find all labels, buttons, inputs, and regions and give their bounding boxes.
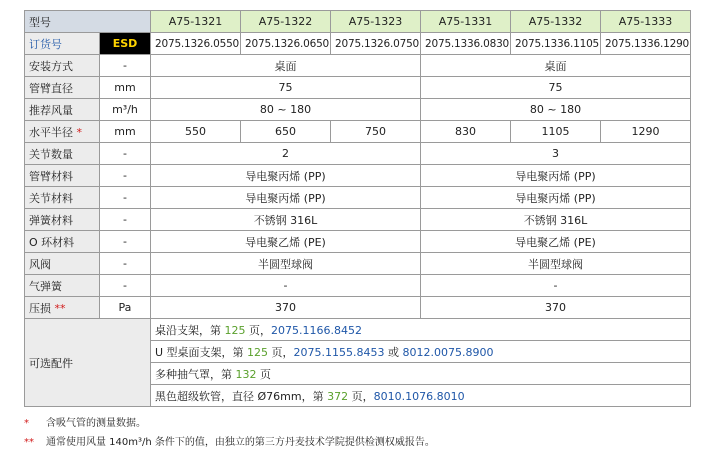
order-number: 8012.0075.8900	[402, 345, 494, 359]
order-code: 2075.1336.1105	[511, 33, 601, 55]
value-cell: 650	[241, 121, 331, 143]
footnote-mark: **	[54, 301, 66, 315]
order-code: 2075.1326.0750	[331, 33, 421, 55]
unit-cell: mm	[100, 77, 151, 99]
value-cell: 1290	[601, 121, 691, 143]
valve-row	[25, 253, 691, 275]
value-cell: 导电聚丙烯 (PP)	[151, 187, 421, 209]
unit-cell: Pa	[100, 297, 151, 319]
tube-material-row	[25, 165, 691, 187]
row-label-text: 水平半径	[29, 125, 73, 139]
value-cell: 桌面	[151, 55, 421, 77]
value-cell: 75	[151, 77, 421, 99]
airflow-row	[25, 99, 691, 121]
value-cell: 830	[421, 121, 511, 143]
option-item	[151, 363, 691, 385]
gas-spring-row	[25, 275, 691, 297]
spec-table	[24, 10, 691, 407]
footnote-mark: *	[24, 418, 29, 429]
order-code: 2075.1326.0550	[151, 33, 241, 55]
value-cell: 不锈钢 316L	[151, 209, 421, 231]
option-text: 页，	[268, 345, 294, 359]
value-cell: -	[421, 275, 691, 297]
option-text: 桌沿支架，第	[155, 323, 225, 337]
value-cell: 半圆型球阀	[151, 253, 421, 275]
footnote-mark: *	[76, 125, 82, 139]
option-text: 页	[256, 367, 271, 381]
value-cell: 80 ~ 180	[151, 99, 421, 121]
oring-material-row	[25, 231, 691, 253]
footnote-text: 含吸气管的测量数据。	[46, 418, 146, 429]
order-code: 2075.1336.1290	[601, 33, 691, 55]
value-cell: 370	[421, 297, 691, 319]
value-cell: 导电聚乙烯 (PE)	[421, 231, 691, 253]
model-cell: A75-1332	[511, 11, 601, 33]
mount-row	[25, 55, 691, 77]
value-cell: 750	[331, 121, 421, 143]
order-number: 2075.1155.8453	[293, 345, 385, 359]
row-label: 弹簧材料	[25, 209, 100, 231]
unit-cell: -	[100, 209, 151, 231]
value-cell: 75	[421, 77, 691, 99]
footnote-text: 通常使用风量 140m³/h 条件下的值，由独立的第三方丹麦技术学院提供检测权威报告。	[46, 437, 435, 448]
joint-material-row	[25, 187, 691, 209]
value-cell: 半圆型球阀	[421, 253, 691, 275]
unit-cell: -	[100, 231, 151, 253]
radius-row	[25, 121, 691, 143]
row-label: 推荐风量	[25, 99, 100, 121]
option-item	[151, 341, 691, 363]
footnote	[24, 433, 435, 452]
unit-cell: mm	[100, 121, 151, 143]
value-cell: 370	[151, 297, 421, 319]
value-cell: 550	[151, 121, 241, 143]
order-row	[25, 33, 691, 55]
option-item	[151, 385, 691, 407]
footnote	[24, 414, 435, 433]
row-label: 风阀	[25, 253, 100, 275]
options-row	[25, 319, 691, 341]
page-number: 125	[247, 345, 269, 359]
model-label: 型号	[25, 11, 151, 33]
spring-material-row	[25, 209, 691, 231]
order-code: 2075.1326.0650	[241, 33, 331, 55]
options-label: 可选配件	[25, 319, 151, 407]
model-cell: A75-1321	[151, 11, 241, 33]
option-text: 页，	[348, 389, 374, 403]
model-cell: A75-1323	[331, 11, 421, 33]
value-cell: 3	[421, 143, 691, 165]
value-cell: 桌面	[421, 55, 691, 77]
option-item	[151, 319, 691, 341]
row-label: 关节材料	[25, 187, 100, 209]
value-cell: 不锈钢 316L	[421, 209, 691, 231]
model-row	[25, 11, 691, 33]
row-label	[25, 121, 100, 143]
value-cell: 导电聚丙烯 (PP)	[421, 165, 691, 187]
pressure-row	[25, 297, 691, 319]
value-cell: 2	[151, 143, 421, 165]
order-label: 订货号	[25, 33, 100, 55]
unit-cell: -	[100, 187, 151, 209]
row-label-text: 压损	[29, 301, 51, 315]
option-text: 黑色超级软管，直径 Ø76mm，第	[155, 389, 328, 403]
option-text: 页，	[245, 323, 271, 337]
joints-row	[25, 143, 691, 165]
footnotes	[24, 414, 435, 452]
row-label: 气弹簧	[25, 275, 100, 297]
page-number: 125	[224, 323, 246, 337]
model-cell: A75-1322	[241, 11, 331, 33]
row-label: 安装方式	[25, 55, 100, 77]
row-label: O 环材料	[25, 231, 100, 253]
unit-cell: -	[100, 253, 151, 275]
esd-badge: ESD	[100, 33, 151, 55]
order-number: 2075.1166.8452	[271, 323, 362, 337]
row-label: 管臂直径	[25, 77, 100, 99]
page-number: 372	[327, 389, 349, 403]
value-cell: 80 ~ 180	[421, 99, 691, 121]
value-cell: 导电聚丙烯 (PP)	[151, 165, 421, 187]
page-number: 132	[235, 367, 257, 381]
option-text: 或	[384, 345, 403, 359]
value-cell: 导电聚丙烯 (PP)	[421, 187, 691, 209]
value-cell: -	[151, 275, 421, 297]
value-cell: 1105	[511, 121, 601, 143]
unit-cell: -	[100, 143, 151, 165]
order-number: 8010.1076.8010	[373, 389, 465, 403]
row-label: 关节数量	[25, 143, 100, 165]
unit-cell: -	[100, 275, 151, 297]
spec-table-container	[24, 10, 691, 407]
option-text: 多种抽气罩，第	[155, 367, 236, 381]
unit-cell: -	[100, 55, 151, 77]
row-label: 管臂材料	[25, 165, 100, 187]
footnote-mark: **	[24, 437, 34, 448]
option-text: U 型桌面支架，第	[155, 345, 248, 359]
model-cell: A75-1331	[421, 11, 511, 33]
model-cell: A75-1333	[601, 11, 691, 33]
unit-cell: m³/h	[100, 99, 151, 121]
unit-cell: -	[100, 165, 151, 187]
order-code: 2075.1336.0830	[421, 33, 511, 55]
value-cell: 导电聚乙烯 (PE)	[151, 231, 421, 253]
row-label	[25, 297, 100, 319]
diameter-row	[25, 77, 691, 99]
